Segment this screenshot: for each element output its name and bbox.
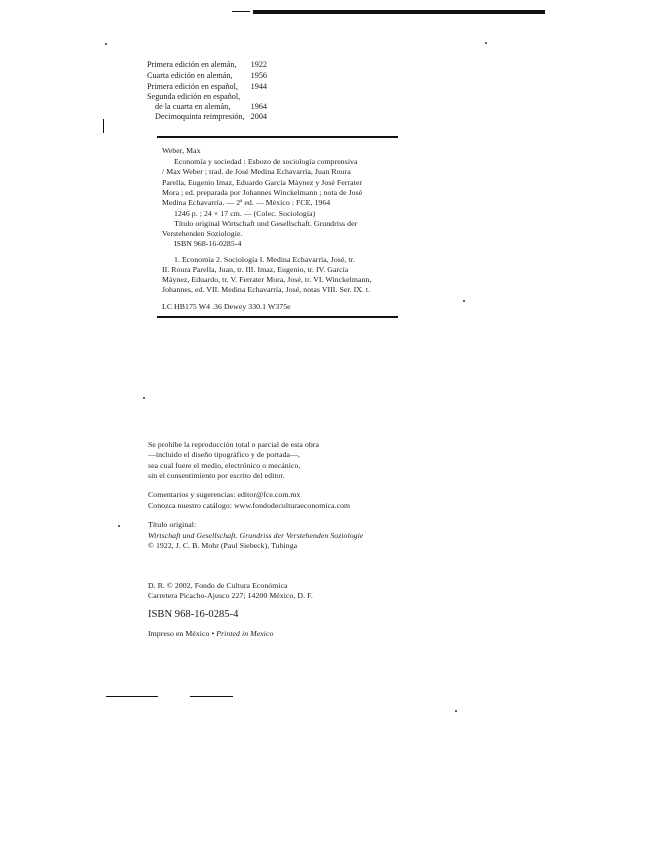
- edition-label: Segunda edición en español,: [147, 92, 241, 101]
- scan-speck: [118, 525, 120, 527]
- catalog-subject-line: II. Roura Parella, Juan, tr. III. Imaz, Eugenio, tr. IV. García: [162, 265, 349, 274]
- edition-year: 1944: [250, 82, 267, 91]
- catalog-classification: LC HB175 W4 .36 Dewey 330.1 W375e: [162, 302, 291, 311]
- edition-label: Primera edición en alemán,: [147, 60, 237, 69]
- catalog-entry-line: Parella, Eugenio Imaz, Eduardo García Máynez y José Ferrater: [162, 178, 363, 187]
- catalog-entry-line: Título original Wirtschaft und Gesellschaft. Grundriss der: [174, 219, 358, 228]
- catalog-subject-line: Johannes, ed. VII. Medina Echavarría, José, notas VIII. Ser. IX. t.: [162, 285, 371, 294]
- rights-line: sin el consentimiento por escrito del editor.: [148, 471, 285, 480]
- scan-speck: [485, 42, 487, 44]
- scan-speck: [143, 397, 145, 399]
- contact-email-line: Comentarios y sugerencias: editor@fce.com.mx: [148, 490, 301, 499]
- edition-label: Cuarta edición en alemán,: [147, 71, 233, 80]
- edition-label: de la cuarta en alemán,: [155, 102, 231, 111]
- original-title-text: Wirtschaft und Gesellschaft. Grundriss der Verstehenden Soziologie: [148, 531, 364, 540]
- edition-year: 1956: [250, 71, 267, 80]
- edition-year: 2004: [250, 112, 267, 121]
- bottom-edge-mark: [190, 696, 233, 697]
- catalog-entry-line: Mora ; ed. preparada por Johannes Winckelmann ; nota de José: [162, 188, 363, 197]
- publisher-line: D. R. © 2002, Fondo de Cultura Económica: [148, 581, 288, 590]
- edition-label: Primera edición en español,: [147, 82, 238, 91]
- catalog-entry-line: Verstehenden Soziologie.: [162, 229, 243, 238]
- printed-in-spanish: Impreso en México •: [148, 629, 217, 638]
- catalog-author: Weber, Max: [162, 146, 201, 155]
- original-copyright: © 1922, J. C. B. Mohr (Paul Siebeck), Tubinga: [148, 541, 298, 550]
- catalog-subject-line: Máynez, Eduardo, tr. V. Ferrater Mora, José, tr. VI. Winckelmann,: [162, 275, 372, 284]
- rights-line: Se prohíbe la reproducción total o parcial de esta obra: [148, 440, 319, 449]
- left-margin-mark: [103, 119, 104, 133]
- edition-label: Decimoquinta reimpresión,: [155, 112, 245, 121]
- scan-speck: [105, 43, 107, 45]
- catalog-top-rule: [157, 136, 398, 138]
- publisher-address: Carretera Picacho-Ajusco 227; 14200 México, D. F.: [148, 591, 313, 600]
- bottom-edge-mark: [106, 696, 158, 697]
- original-title-heading: Título original:: [148, 520, 197, 529]
- catalog-isbn: ISBN 968-16-0285-4: [174, 239, 242, 248]
- printed-in-english: Printed in Mexico: [216, 629, 274, 638]
- scan-speck: [455, 710, 457, 712]
- isbn: ISBN 968-16-0285-4: [148, 609, 239, 620]
- catalog-entry-line: Economía y sociedad : Esbozo de sociología comprensiva: [174, 157, 358, 166]
- edition-year: 1964: [250, 102, 267, 111]
- catalog-entry-line: / Max Weber ; trad. de José Medina Echavarría, Juan Roura: [162, 167, 351, 176]
- rights-line: sea cual fuere el medio, electrónico o mecánico,: [148, 461, 301, 470]
- edition-year: 1922: [250, 60, 267, 69]
- catalog-bottom-rule: [157, 316, 398, 318]
- printed-in: [148, 629, 273, 639]
- rights-line: —incluido el diseño tipográfico y de portada—,: [148, 450, 300, 459]
- scan-speck: [463, 300, 465, 302]
- top-edge-mark: [232, 11, 250, 12]
- top-edge-bar: [253, 10, 545, 14]
- catalog-entry-line: Medina Echavarría. — 2ª ed. — México : FCE, 1964: [162, 198, 331, 207]
- contact-catalog-line: Conozca nuestro catálogo: www.fondodeculturaeconomica.com: [148, 501, 351, 510]
- catalog-subject-line: 1. Economía 2. Sociología I. Medina Echavarría, José, tr.: [174, 255, 355, 264]
- catalog-entry-line: 1246 p. ; 24 × 17 cm. — (Colec. Sociología): [174, 209, 316, 218]
